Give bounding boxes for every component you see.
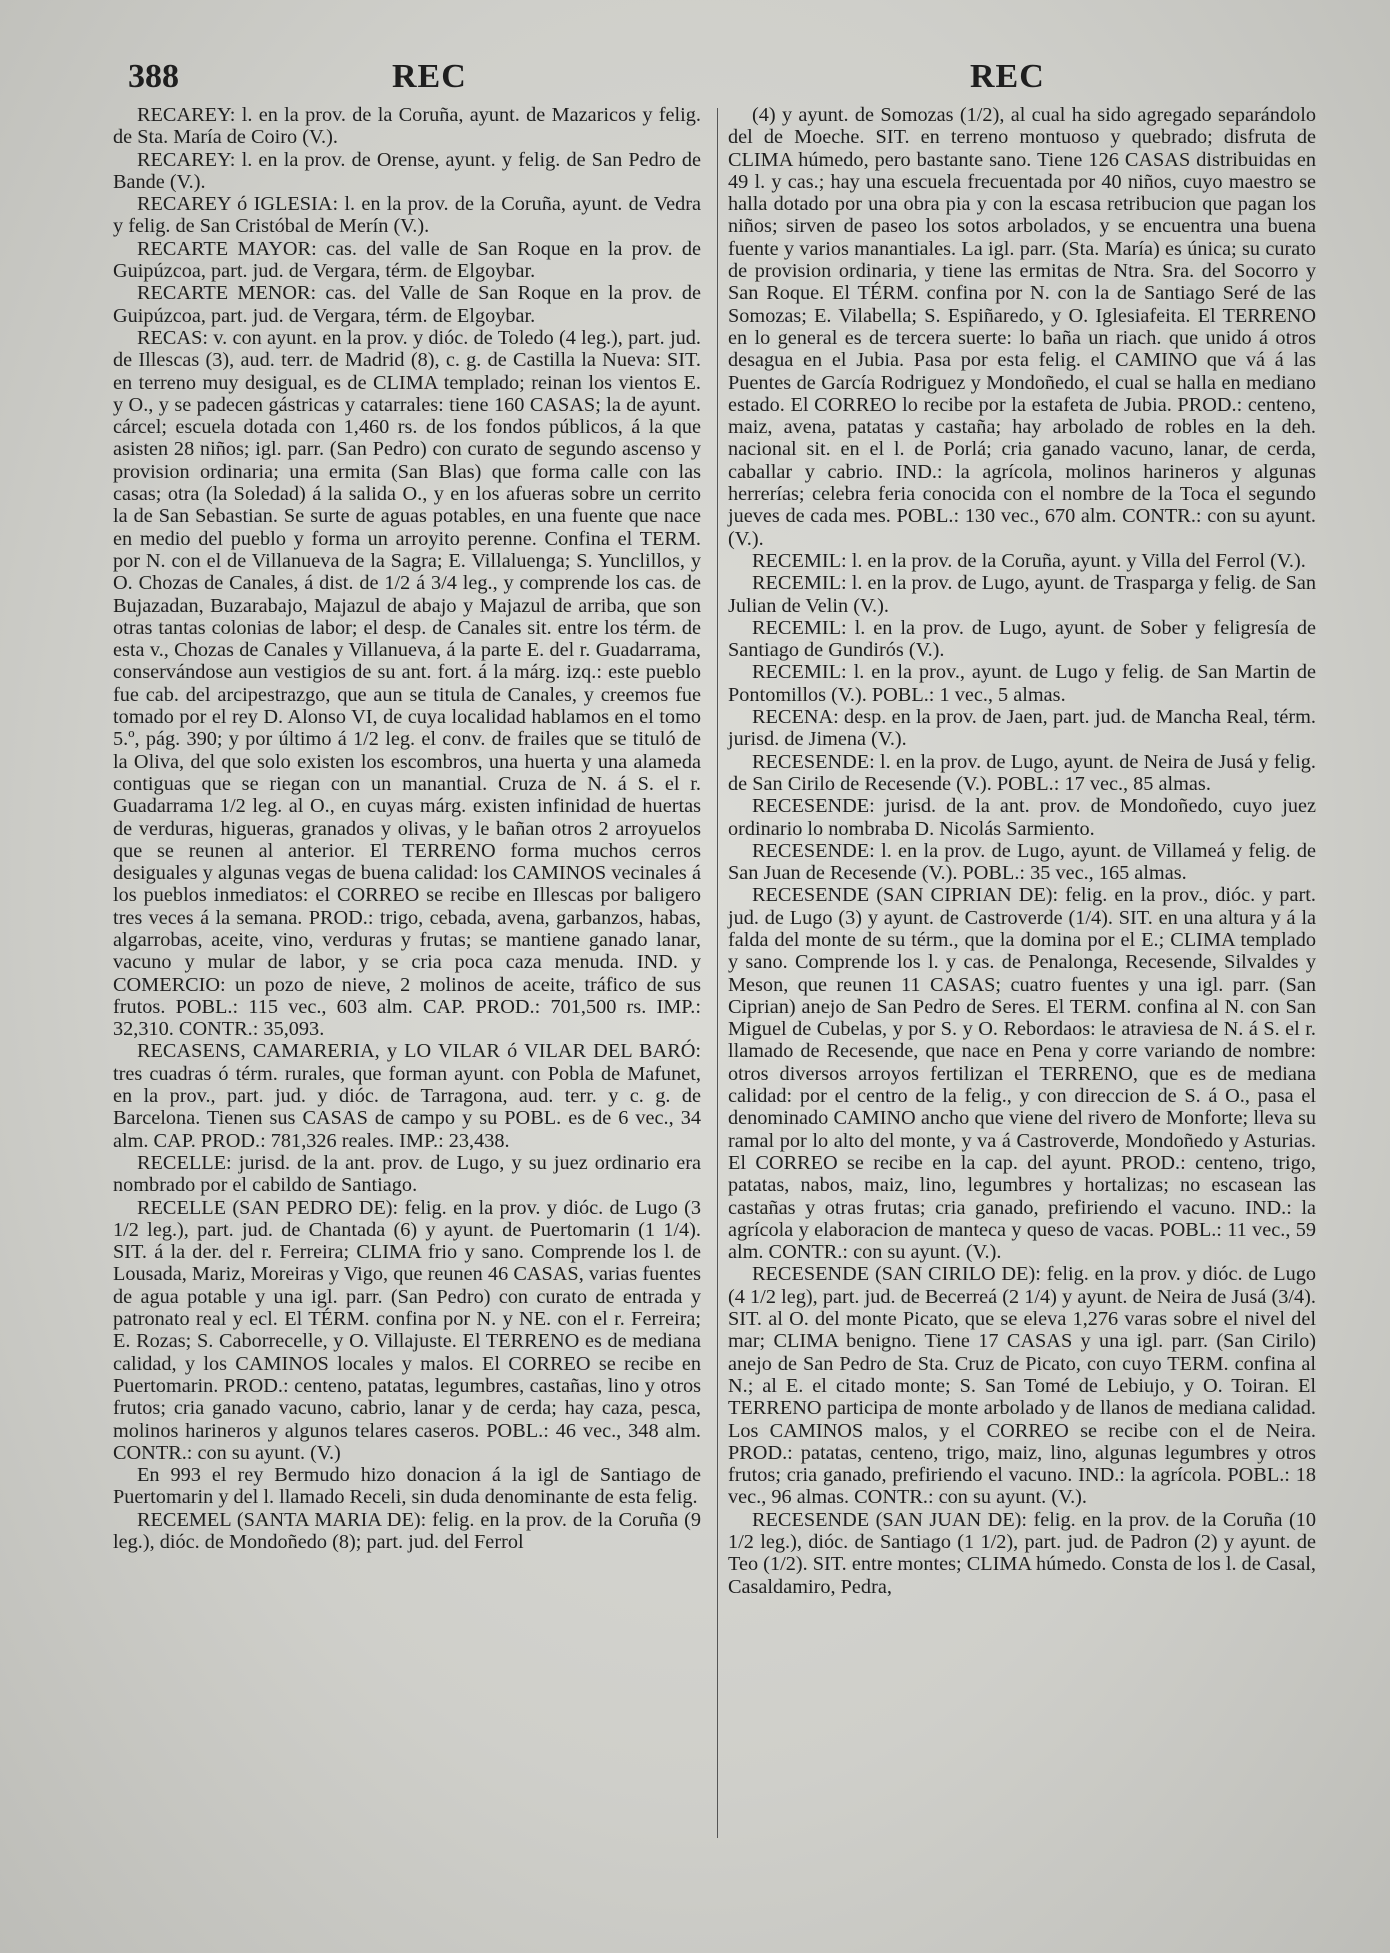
page-header [0,58,1390,108]
entry: RECARTE MENOR: cas. del Valle de San Roque en la prov. de Guipúzcoa, part. jud. de Vergara, térm. de Elgoybar. [113,282,701,327]
entry: RECAS: v. con ayunt. en la prov. y dióc. de Toledo (4 leg.), part. jud. de Illescas (3), aud. terr. de Madrid (8), c. g. de Castilla la Nueva: SIT. en terreno muy desigual, es de CLIMA templado; reinan los vientos E. y O., y se padecen gástricas y catarrales: tiene 160 CASAS; la de ayunt. cárcel; escuela dotada con 1,460 rs. de los fondos públicos, á la que asisten 28 niños; igl. parr. (San Pedro) con curato de segundo ascenso y provision ordinaria; una ermita (San Blas) que forma calle con las casas; otra (la Soledad) á la salida O., y en los afueras sobre un cerrito la de San Sebastian. Se surte de aguas potables, en una fuente que nace en medio del pueblo y forma un arroyito perenne. Confina el TERM. por N. con el de Villanueva de la Sagra; E. Villaluenga; S. Yunclillos, y O. Chozas de Canales, á dist. de 1/2 á 3/4 leg., y comprende los cas. de Bujazadan, Buzarabajo, Majazul de abajo y Majazul de arriba, que son otras tantas colonias de labor; el desp. de Canales sit. entre los térm. de esta v., Chozas de Canales y Villanueva, á la parte E. del r. Guadarrama, conservándose aun vestigios de su ant. fort. á la márg. izq.: este pueblo fue cab. del arcipestrazgo, que aun se titula de Canales, y creemos fue tomado por el rey D. Alonso VI, de cuya localidad hablamos en el tomo 5.º, pág. 390; y por último á 1/2 leg. el conv. de frailes que se tituló de la Oliva, del que solo existen los escombros, una huerta y una alameda contiguas que se riegan con un manantial. Cruza de N. á S. el r. Guadarrama 1/2 leg. al O., en cuyas márg. existen infinidad de huertas de verduras, higueras, granados y olivas, y le bañan otros 2 arroyuelos que se reunen al anterior. El TERRENO forma muchos cerros desiguales y algunas vegas de buena calidad: los CAMINOS vecinales á los pueblos inmediatos: el CORREO se recibe en Illescas por baligero tres veces á la semana. PROD.: trigo, cebada, avena, garbanzos, habas, algarrobas, aceite, vino, verduras y frutas; se mantiene ganado lanar, vacuno y mular de labor, y se cria poca caza menuda. IND. y COMERCIO: un pozo de nieve, 2 molinos de aceite, tráfico de sus frutos. POBL.: 115 vec., 603 alm. CAP. PROD.: 701,500 rs. IMP.: 32,310. CONTR.: 35,093. [113,326,701,1041]
entry: RECARTE MAYOR: cas. del valle de San Roque en la prov. de Guipúzcoa, part. jud. de Vergara, térm. de Elgoybar. [113,237,701,283]
left-column [113,104,701,1553]
right-column [728,104,1316,1598]
entry: RECAREY: l. en la prov. de la Coruña, ayunt. de Mazaricos y felig. de Sta. María de Coiro (V.). [113,104,701,149]
entry: RECEMIL: l. en la prov. de Lugo, ayunt. de Trasparga y felig. de San Julian de Velin (V.). [728,572,1316,617]
entry: RECAREY ó IGLESIA: l. en la prov. de la Coruña, ayunt. de Vedra y felig. de San Cristóbal de Merín (V.). [113,193,701,238]
entry: (4) y ayunt. de Somozas (1/2), al cual ha sido agregado separándolo del de Moeche. SIT. en terreno montuoso y quebrado; disfruta de CLIMA húmedo, pero bastante sano. Tiene 126 CASAS distribuidas en 49 l. y cas.; hay una escuela frecuentada por 40 niños, cuyo maestro se halla dotado por una obra pia y con la escasa retribucion que pagan los niños; sirven de paseo los sotos arbolados, y se encuentra una buena fuente y varios manantiales. La igl. parr. (Sta. María) es única; su curato de provision ordinaria, y tiene las ermitas de Ntra. Sra. del Socorro y San Roque. El TÉRM. confina por N. con la de Santiago Seré de las Somozas; E. Vilabella; S. Espiñaredo, y O. Iglesiafeita. El TERRENO en lo general es de tercera suerte: lo baña un riach. que unido á otros desagua en el Jubia. Pasa por esta felig. el CAMINO que vá á las Puentes de García Rodriguez y Mondoñedo, el cual se halla en mediano estado. El CORREO lo recibe por la estafeta de Jubia. PROD.: centeno, maiz, avena, patatas y castaña; hay arbolado de robles en la deh. nacional sit. en el l. de Porlá; cria ganado vacuno, lanar, de cerda, caballar y cabrio. IND.: la agrícola, molinos harineros y algunas herrerías; celebra feria conocida con el nombre de la Toca el segundo jueves de cada mes. POBL.: 130 vec., 670 alm. CONTR.: con su ayunt. (V.). [728,104,1316,550]
entry: RECENA: desp. en la prov. de Jaen, part. jud. de Mancha Real, térm. jurisd. de Jimena (V.). [728,706,1316,751]
entry: RECESENDE (SAN JUAN DE): felig. en la prov. de la Coruña (10 1/2 leg.), dióc. de Santiago (1 1/2), part. jud. de Padron (2) y ayunt. de Teo (1/2). SIT. entre montes; CLIMA húmedo. Consta de los l. de Casal, Casaldamiro, Pedra, [728,1508,1316,1598]
entry: RECEMIL: l. en la prov., ayunt. de Lugo y felig. de San Martin de Pontomillos (V.). POBL.: 1 vec., 5 almas. [728,661,1316,706]
column-divider [717,108,718,1838]
entry: RECEMIL: l. en la prov. de Lugo, ayunt. de Sober y feligresía de Santiago de Gundirós (V.). [728,616,1316,662]
page-number: 388 [128,58,179,95]
running-head-left: REC [392,58,467,95]
entry: RECESENDE: l. en la prov. de Lugo, ayunt. de Neira de Jusá y felig. de San Cirilo de Recesende (V.). POBL.: 17 vec., 85 almas. [728,750,1316,795]
entry: RECELLE: jurisd. de la ant. prov. de Lugo, y su juez ordinario era nombrado por el cabildo de Santiago. [113,1151,701,1197]
entry: RECESENDE: l. en la prov. de Lugo, ayunt. de Villameá y felig. de San Juan de Recesende (V.). POBL.: 35 vec., 165 almas. [728,839,1316,885]
entry: RECAREY: l. en la prov. de Orense, ayunt. y felig. de San Pedro de Bande (V.). [113,148,701,193]
entry: RECELLE (SAN PEDRO DE): felig. en la prov. y dióc. de Lugo (3 1/2 leg.), part. jud. de Chantada (6) y ayunt. de Puertomarin (1 1/4). SIT. á la der. del r. Ferreira; CLIMA frio y sano. Comprende los l. de Lousada, Mariz, Moreiras y Vigo, que reunen 46 CASAS, varias fuentes de agua potable y una igl. parr. (San Pedro) con curato de entrada y patronato real y ecl. El TÉRM. confina por N. y NE. con el r. Ferreira; E. Rozas; S. Caborrecelle, y O. Villajuste. El TERRENO es de mediana calidad, y los CAMINOS locales y malos. El CORREO se recibe en Puertomarin. PROD.: centeno, patatas, legumbres, castañas, lino y otros frutos; cria ganado vacuno, cabrio, lanar y de cerda; hay caza, pesca, molinos harineros y algunos telares caseros. POBL.: 46 vec., 348 alm. CONTR.: con su ayunt. (V.) [113,1196,701,1464]
entry: RECESENDE (SAN CIRILO DE): felig. en la prov. y dióc. de Lugo (4 1/2 leg), part. jud. de Becerreá (2 1/4) y ayunt. de Neira de Jusá (3/4). SIT. al O. del monte Picato, que se eleva 1,276 varas sobre el nivel del mar; CLIMA benigno. Tiene 17 CASAS y una igl. parr. (San Cirilo) anejo de San Pedro de Sta. Cruz de Picato, con cuyo TERM. confina al N.; al E. el citado monte; S. San Tomé de Lebiujo, y O. Toiran. El TERRENO participa de monte arbolado y de llanos de mediana calidad. Los CAMINOS malos, y el CORREO se recibe con el de Neira. PROD.: patatas, centeno, trigo, maiz, lino, algunas legumbres y otros frutos; cria ganado, prefiriendo el vacuno. IND.: la agrícola. POBL.: 18 vec., 96 almas. CONTR.: con su ayunt. (V.). [728,1263,1316,1509]
entry: RECEMEL (SANTA MARIA DE): felig. en la prov. de la Coruña (9 leg.), dióc. de Mondoñedo (8); part. jud. del Ferrol [113,1508,701,1553]
entry: RECEMIL: l. en la prov. de la Coruña, ayunt. y Villa del Ferrol (V.). [752,549,1306,572]
running-head-right: REC [970,58,1045,95]
entry: RECESENDE: jurisd. de la ant. prov. de Mondoñedo, cuyo juez ordinario lo nombraba D. Nicolás Sarmiento. [728,795,1316,840]
entry: RECASENS, CAMARERIA, y LO VILAR ó VILAR DEL BARÓ: tres cuadras ó térm. rurales, que forman ayunt. con Pobla de Mafunet, en la prov., part. jud. y dióc. de Tarragona, aud. terr. y c. g. de Barcelona. Tienen sus CASAS de campo y su POBL. es de 6 vec., 34 alm. CAP. PROD.: 781,326 reales. IMP.: 23,438. [113,1040,701,1152]
entry: En 993 el rey Bermudo hizo donacion á la igl de Santiago de Puertomarin y del l. llamado Receli, sin duda denominante de esta felig. [113,1464,701,1509]
entry: RECESENDE (SAN CIPRIAN DE): felig. en la prov., dióc. y part. jud. de Lugo (3) y ayunt. de Castroverde (1/4). SIT. en una altura y á la falda del monte de su térm., que la domina por el E.; CLIMA templado y sano. Comprende los l. y cas. de Penalonga, Recesende, Silvaldes y Meson, que reunen 11 CASAS; cuatro fuentes y una igl. parr. (San Ciprian) anejo de San Pedro de Seres. El TERM. confina al N. con San Miguel de Cubelas, y por S. y O. Rebordaos: le atraviesa de N. á S. el r. llamado de Recesende, que nace en Pena y corre variando de nombre: otros diversos arroyos fertilizan el TERRENO, que es de mediana calidad: por el centro de la felig., y con direccion de S. á O., pasa el denominado CAMINO ancho que viene del rivero de Monforte; lleva su ramal por lo alto del monte, y va á Castroverde, Mondoñedo y Asturias. El CORREO se recibe en la cap. del ayunt. PROD.: centeno, trigo, patatas, nabos, maiz, lino, legumbres y hortalizas; no escasean las castañas y otras frutas; cria ganado, prefiriendo el vacuno. IND.: la agrícola y elaboracion de manteca y queso de vacas. POBL.: 11 vec., 59 alm. CONTR.: con su ayunt. (V.). [728,884,1316,1264]
